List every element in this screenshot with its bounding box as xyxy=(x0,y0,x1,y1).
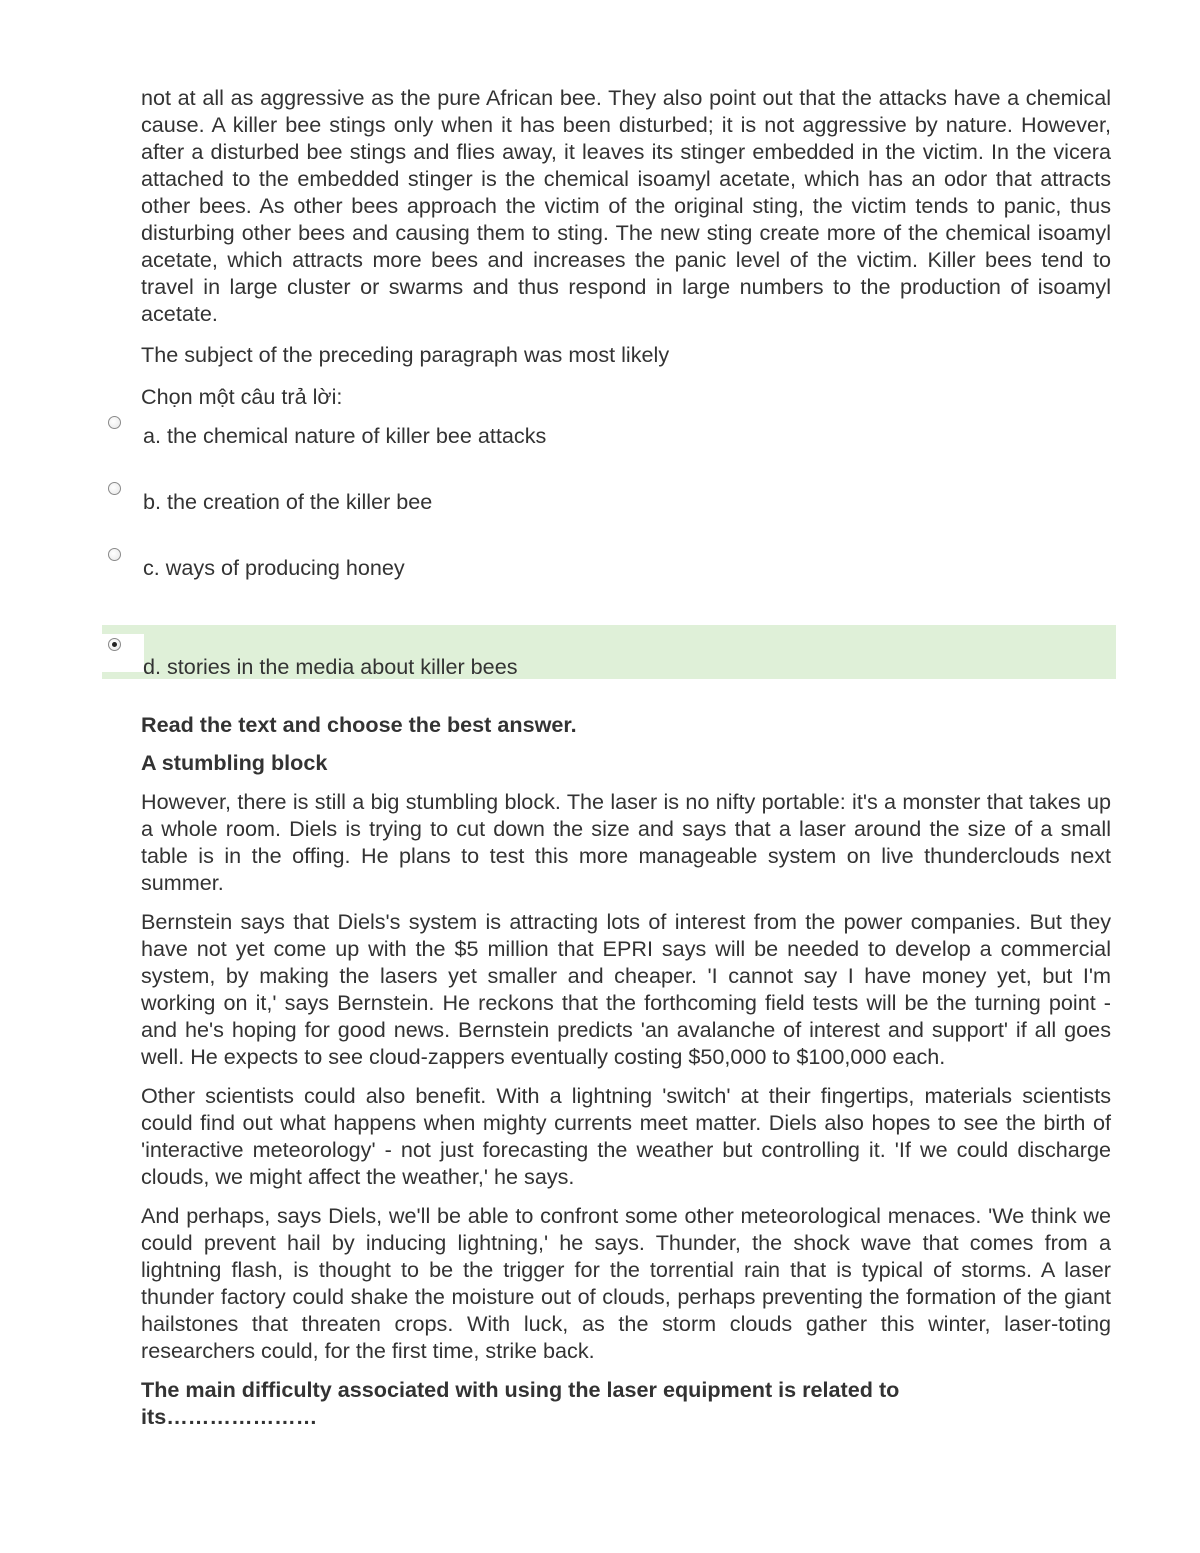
answer-options xyxy=(102,412,1116,679)
passage-paragraph: Bernstein says that Diels's system is attracting lots of interest from the power companies. But they have not yet come up with the $5 million that EPRI says will be needed to develop a commercial system, by making the lasers yet smaller and cheaper. 'I cannot say I have money yet, but I'm working on it,' says Bernstein. He reckons that the forthcoming field tests will be the turning point - and he's hoping for good news. Bernstein predicts 'an avalanche of interest and support' if all goes well. He expects to see cloud-zappers eventually costing $50,000 to $100,000 each. xyxy=(141,909,1111,1069)
option-label[interactable]: d. stories in the media about killer bees xyxy=(143,654,518,679)
passage-paragraph: not at all as aggressive as the pure African bee. They also point out that the attacks have a chemical cause. A killer bee stings only when it has been disturbed; it is not aggressive by nature. However, after a disturbed bee stings and flies away, it leaves its stinger embedded in the victim. In the vicera attached to the embedded stinger is the chemical isoamyl acetate, which has an odor that attracts other bees. As other bees approach the victim of the original sting, the victim tends to panic, thus disturbing other bees and causing them to sting. The new sting create more of the chemical isoamyl acetate, which attracts more bees and increases the panic level of the victim. Killer bees tend to travel in large cluster or swarms and thus respond in large numbers to the production of isoamyl acetate. xyxy=(141,85,1111,326)
option-label[interactable]: c. ways of producing honey xyxy=(143,555,405,580)
passage-paragraph: However, there is still a big stumbling block. The laser is no nifty portable: it's a monster that takes up a whole room. Diels is trying to cut down the size and says that a laser around the size of a small table is in the offing. He plans to test this more manageable system on live thunderclouds next summer. xyxy=(141,789,1111,895)
passage-paragraph: Other scientists could also benefit. With a lightning 'switch' at their fingertips, materials scientists could find out what happens when mighty currents meet matter. Diels also hopes to see the birth of 'interactive meteorology' - not just forecasting the weather but controlling it. 'If we could discharge clouds, we might affect the weather,' he says. xyxy=(141,1083,1111,1189)
option-label[interactable]: b. the creation of the killer bee xyxy=(143,489,433,514)
radio-button-a[interactable] xyxy=(108,416,121,429)
option-d-selected[interactable] xyxy=(102,625,1116,679)
option-a[interactable] xyxy=(102,412,1116,478)
answer-prompt: Chọn một câu trả lời: xyxy=(141,384,343,409)
question-text: The main difficulty associated with using the laser equipment is related to its………………… xyxy=(141,1377,900,1429)
instruction: Read the text and choose the best answer. xyxy=(141,712,577,737)
option-c[interactable] xyxy=(102,544,1116,625)
question-text: The subject of the preceding paragraph was most likely xyxy=(141,342,670,367)
passage-1 xyxy=(141,84,1111,410)
option-b[interactable] xyxy=(102,478,1116,544)
radio-button-b[interactable] xyxy=(108,482,121,495)
radio-button-d[interactable] xyxy=(108,638,121,651)
passage-2 xyxy=(141,711,1111,1430)
radio-button-c[interactable] xyxy=(108,548,121,561)
passage-paragraph: And perhaps, says Diels, we'll be able to confront some other meteorological menaces. 'We think we could prevent hail by inducing lightning,' he says. Thunder, the shock wave that comes from a lightning flash, is thought to be the trigger for the torrential rain that is typical of storms. A laser thunder factory could shake the moisture out of clouds, perhaps preventing the formation of the giant hailstones that threaten crops. With luck, as the storm clouds gather this winter, laser-toting researchers could, for the first time, strike back. xyxy=(141,1203,1111,1363)
option-label[interactable]: a. the chemical nature of killer bee attacks xyxy=(143,423,547,448)
passage-title: A stumbling block xyxy=(141,750,328,775)
